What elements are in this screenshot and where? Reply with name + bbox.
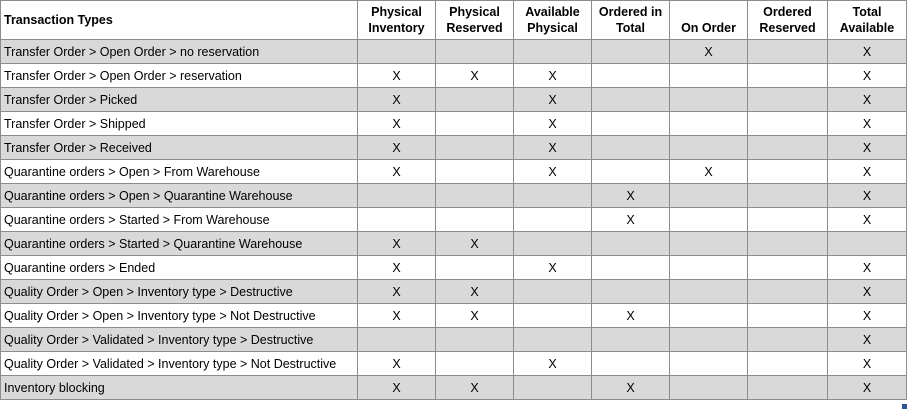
on-order-cell[interactable] (670, 64, 748, 88)
physical-inventory-cell[interactable]: X (358, 160, 436, 184)
ordered-in-total-cell[interactable]: X (592, 376, 670, 400)
row-label-cell[interactable]: Transfer Order > Shipped (1, 112, 358, 136)
ordered-reserved-cell[interactable] (748, 40, 828, 64)
on-order-cell[interactable] (670, 232, 748, 256)
available-physical-cell[interactable] (514, 40, 592, 64)
available-physical-cell[interactable] (514, 280, 592, 304)
ordered-reserved-cell[interactable] (748, 184, 828, 208)
total-available-cell[interactable]: X (828, 328, 907, 352)
ordered-reserved-cell[interactable] (748, 376, 828, 400)
header-ordered-reserved[interactable]: Ordered Reserved (748, 1, 828, 40)
header-physical-reserved[interactable]: Physical Reserved (436, 1, 514, 40)
header-on-order[interactable]: On Order (670, 1, 748, 40)
table-row (1, 88, 907, 112)
available-physical-cell[interactable] (514, 184, 592, 208)
physical-inventory-cell[interactable]: X (358, 376, 436, 400)
ordered-in-total-cell[interactable] (592, 352, 670, 376)
row-label-cell[interactable]: Quarantine orders > Started > Quarantine Warehouse (1, 232, 358, 256)
available-physical-cell[interactable] (514, 304, 592, 328)
on-order-cell[interactable] (670, 184, 748, 208)
physical-reserved-cell[interactable] (436, 112, 514, 136)
header-transaction-types[interactable]: Transaction Types (1, 1, 358, 40)
ordered-in-total-cell[interactable] (592, 112, 670, 136)
table-row (1, 328, 907, 352)
on-order-cell[interactable]: X (670, 160, 748, 184)
total-available-cell[interactable]: X (828, 184, 907, 208)
ordered-reserved-cell[interactable] (748, 160, 828, 184)
available-physical-cell[interactable]: X (514, 352, 592, 376)
ordered-reserved-cell[interactable] (748, 352, 828, 376)
physical-inventory-cell[interactable]: X (358, 256, 436, 280)
physical-inventory-cell[interactable]: X (358, 88, 436, 112)
ordered-reserved-cell[interactable] (748, 328, 828, 352)
ordered-reserved-cell[interactable] (748, 280, 828, 304)
on-order-cell[interactable] (670, 328, 748, 352)
physical-reserved-cell[interactable] (436, 184, 514, 208)
available-physical-cell[interactable]: X (514, 136, 592, 160)
total-available-cell[interactable] (828, 232, 907, 256)
row-label-cell[interactable]: Quarantine orders > Ended (1, 256, 358, 280)
physical-inventory-cell[interactable]: X (358, 304, 436, 328)
ordered-reserved-cell[interactable] (748, 64, 828, 88)
row-label-cell[interactable]: Quarantine orders > Open > From Warehouse (1, 160, 358, 184)
ordered-reserved-cell[interactable] (748, 256, 828, 280)
physical-reserved-cell[interactable] (436, 352, 514, 376)
total-available-cell[interactable]: X (828, 208, 907, 232)
ordered-reserved-cell[interactable] (748, 232, 828, 256)
total-available-cell[interactable]: X (828, 88, 907, 112)
row-label-cell[interactable]: Quality Order > Open > Inventory type > Destructive (1, 280, 358, 304)
table-row (1, 352, 907, 376)
ordered-in-total-cell[interactable] (592, 88, 670, 112)
ordered-reserved-cell[interactable] (748, 208, 828, 232)
available-physical-cell[interactable] (514, 232, 592, 256)
total-available-cell[interactable]: X (828, 112, 907, 136)
table-row (1, 232, 907, 256)
available-physical-cell[interactable]: X (514, 160, 592, 184)
table-row (1, 256, 907, 280)
physical-reserved-cell[interactable] (436, 256, 514, 280)
available-physical-cell[interactable]: X (514, 112, 592, 136)
ordered-in-total-cell[interactable] (592, 280, 670, 304)
row-label-cell[interactable]: Quality Order > Validated > Inventory type > Destructive (1, 328, 358, 352)
physical-inventory-cell[interactable]: X (358, 64, 436, 88)
physical-inventory-cell[interactable]: X (358, 352, 436, 376)
table-row (1, 304, 907, 328)
row-label-cell[interactable]: Transfer Order > Picked (1, 88, 358, 112)
on-order-cell[interactable] (670, 256, 748, 280)
physical-reserved-cell[interactable] (436, 136, 514, 160)
total-available-cell[interactable]: X (828, 304, 907, 328)
table-body (1, 40, 907, 400)
on-order-cell[interactable] (670, 304, 748, 328)
fill-handle[interactable] (902, 404, 907, 409)
physical-reserved-cell[interactable] (436, 160, 514, 184)
table-row (1, 160, 907, 184)
header-row (1, 1, 907, 40)
physical-reserved-cell[interactable] (436, 328, 514, 352)
ordered-in-total-cell[interactable] (592, 160, 670, 184)
available-physical-cell[interactable]: X (514, 256, 592, 280)
ordered-in-total-cell[interactable]: X (592, 208, 670, 232)
header-total-available[interactable]: Total Available (828, 1, 907, 40)
available-physical-cell[interactable] (514, 376, 592, 400)
row-label-cell[interactable]: Transfer Order > Received (1, 136, 358, 160)
available-physical-cell[interactable] (514, 208, 592, 232)
total-available-cell[interactable]: X (828, 64, 907, 88)
ordered-in-total-cell[interactable] (592, 40, 670, 64)
on-order-cell[interactable] (670, 208, 748, 232)
table-row (1, 112, 907, 136)
on-order-cell[interactable] (670, 376, 748, 400)
physical-inventory-cell[interactable]: X (358, 280, 436, 304)
total-available-cell[interactable]: X (828, 280, 907, 304)
total-available-cell[interactable]: X (828, 40, 907, 64)
row-label-cell[interactable]: Quality Order > Open > Inventory type > Not Destructive (1, 304, 358, 328)
on-order-cell[interactable] (670, 136, 748, 160)
total-available-cell[interactable]: X (828, 256, 907, 280)
on-order-cell[interactable] (670, 352, 748, 376)
row-label-cell[interactable]: Quarantine orders > Started > From Warehouse (1, 208, 358, 232)
total-available-cell[interactable]: X (828, 352, 907, 376)
row-label-cell[interactable]: Quarantine orders > Open > Quarantine Warehouse (1, 184, 358, 208)
ordered-reserved-cell[interactable] (748, 112, 828, 136)
ordered-reserved-cell[interactable] (748, 88, 828, 112)
ordered-in-total-cell[interactable] (592, 64, 670, 88)
table-row (1, 208, 907, 232)
available-physical-cell[interactable] (514, 328, 592, 352)
physical-reserved-cell[interactable]: X (436, 232, 514, 256)
physical-inventory-cell[interactable] (358, 328, 436, 352)
physical-reserved-cell[interactable]: X (436, 64, 514, 88)
table-row (1, 40, 907, 64)
physical-inventory-cell[interactable]: X (358, 112, 436, 136)
physical-inventory-cell[interactable] (358, 40, 436, 64)
table-row (1, 136, 907, 160)
physical-reserved-cell[interactable] (436, 208, 514, 232)
ordered-in-total-cell[interactable]: X (592, 184, 670, 208)
on-order-cell[interactable] (670, 112, 748, 136)
ordered-in-total-cell[interactable] (592, 136, 670, 160)
available-physical-cell[interactable]: X (514, 88, 592, 112)
ordered-reserved-cell[interactable] (748, 136, 828, 160)
row-label-cell[interactable]: Transfer Order > Open Order > reservation (1, 64, 358, 88)
header-available-physical[interactable]: Available Physical (514, 1, 592, 40)
table-row (1, 64, 907, 88)
physical-inventory-cell[interactable] (358, 184, 436, 208)
ordered-in-total-cell[interactable]: X (592, 304, 670, 328)
physical-reserved-cell[interactable] (436, 40, 514, 64)
ordered-in-total-cell[interactable] (592, 328, 670, 352)
on-order-cell[interactable]: X (670, 40, 748, 64)
table-row (1, 376, 907, 400)
physical-reserved-cell[interactable]: X (436, 280, 514, 304)
total-available-cell[interactable]: X (828, 136, 907, 160)
table-header (1, 1, 907, 40)
available-physical-cell[interactable]: X (514, 64, 592, 88)
ordered-in-total-cell[interactable] (592, 256, 670, 280)
physical-reserved-cell[interactable]: X (436, 376, 514, 400)
table-row (1, 184, 907, 208)
header-ordered-in-total[interactable]: Ordered in Total (592, 1, 670, 40)
row-label-cell[interactable]: Quality Order > Validated > Inventory type > Not Destructive (1, 352, 358, 376)
row-label-cell[interactable]: Inventory blocking (1, 376, 358, 400)
ordered-reserved-cell[interactable] (748, 304, 828, 328)
total-available-cell[interactable]: X (828, 376, 907, 400)
physical-reserved-cell[interactable]: X (436, 304, 514, 328)
on-order-cell[interactable] (670, 280, 748, 304)
physical-inventory-cell[interactable]: X (358, 136, 436, 160)
row-label-cell[interactable]: Transfer Order > Open Order > no reservation (1, 40, 358, 64)
on-order-cell[interactable] (670, 88, 748, 112)
physical-inventory-cell[interactable]: X (358, 232, 436, 256)
header-physical-inventory[interactable]: Physical Inventory (358, 1, 436, 40)
ordered-in-total-cell[interactable] (592, 232, 670, 256)
physical-inventory-cell[interactable] (358, 208, 436, 232)
table-row (1, 280, 907, 304)
physical-reserved-cell[interactable] (436, 88, 514, 112)
total-available-cell[interactable]: X (828, 160, 907, 184)
